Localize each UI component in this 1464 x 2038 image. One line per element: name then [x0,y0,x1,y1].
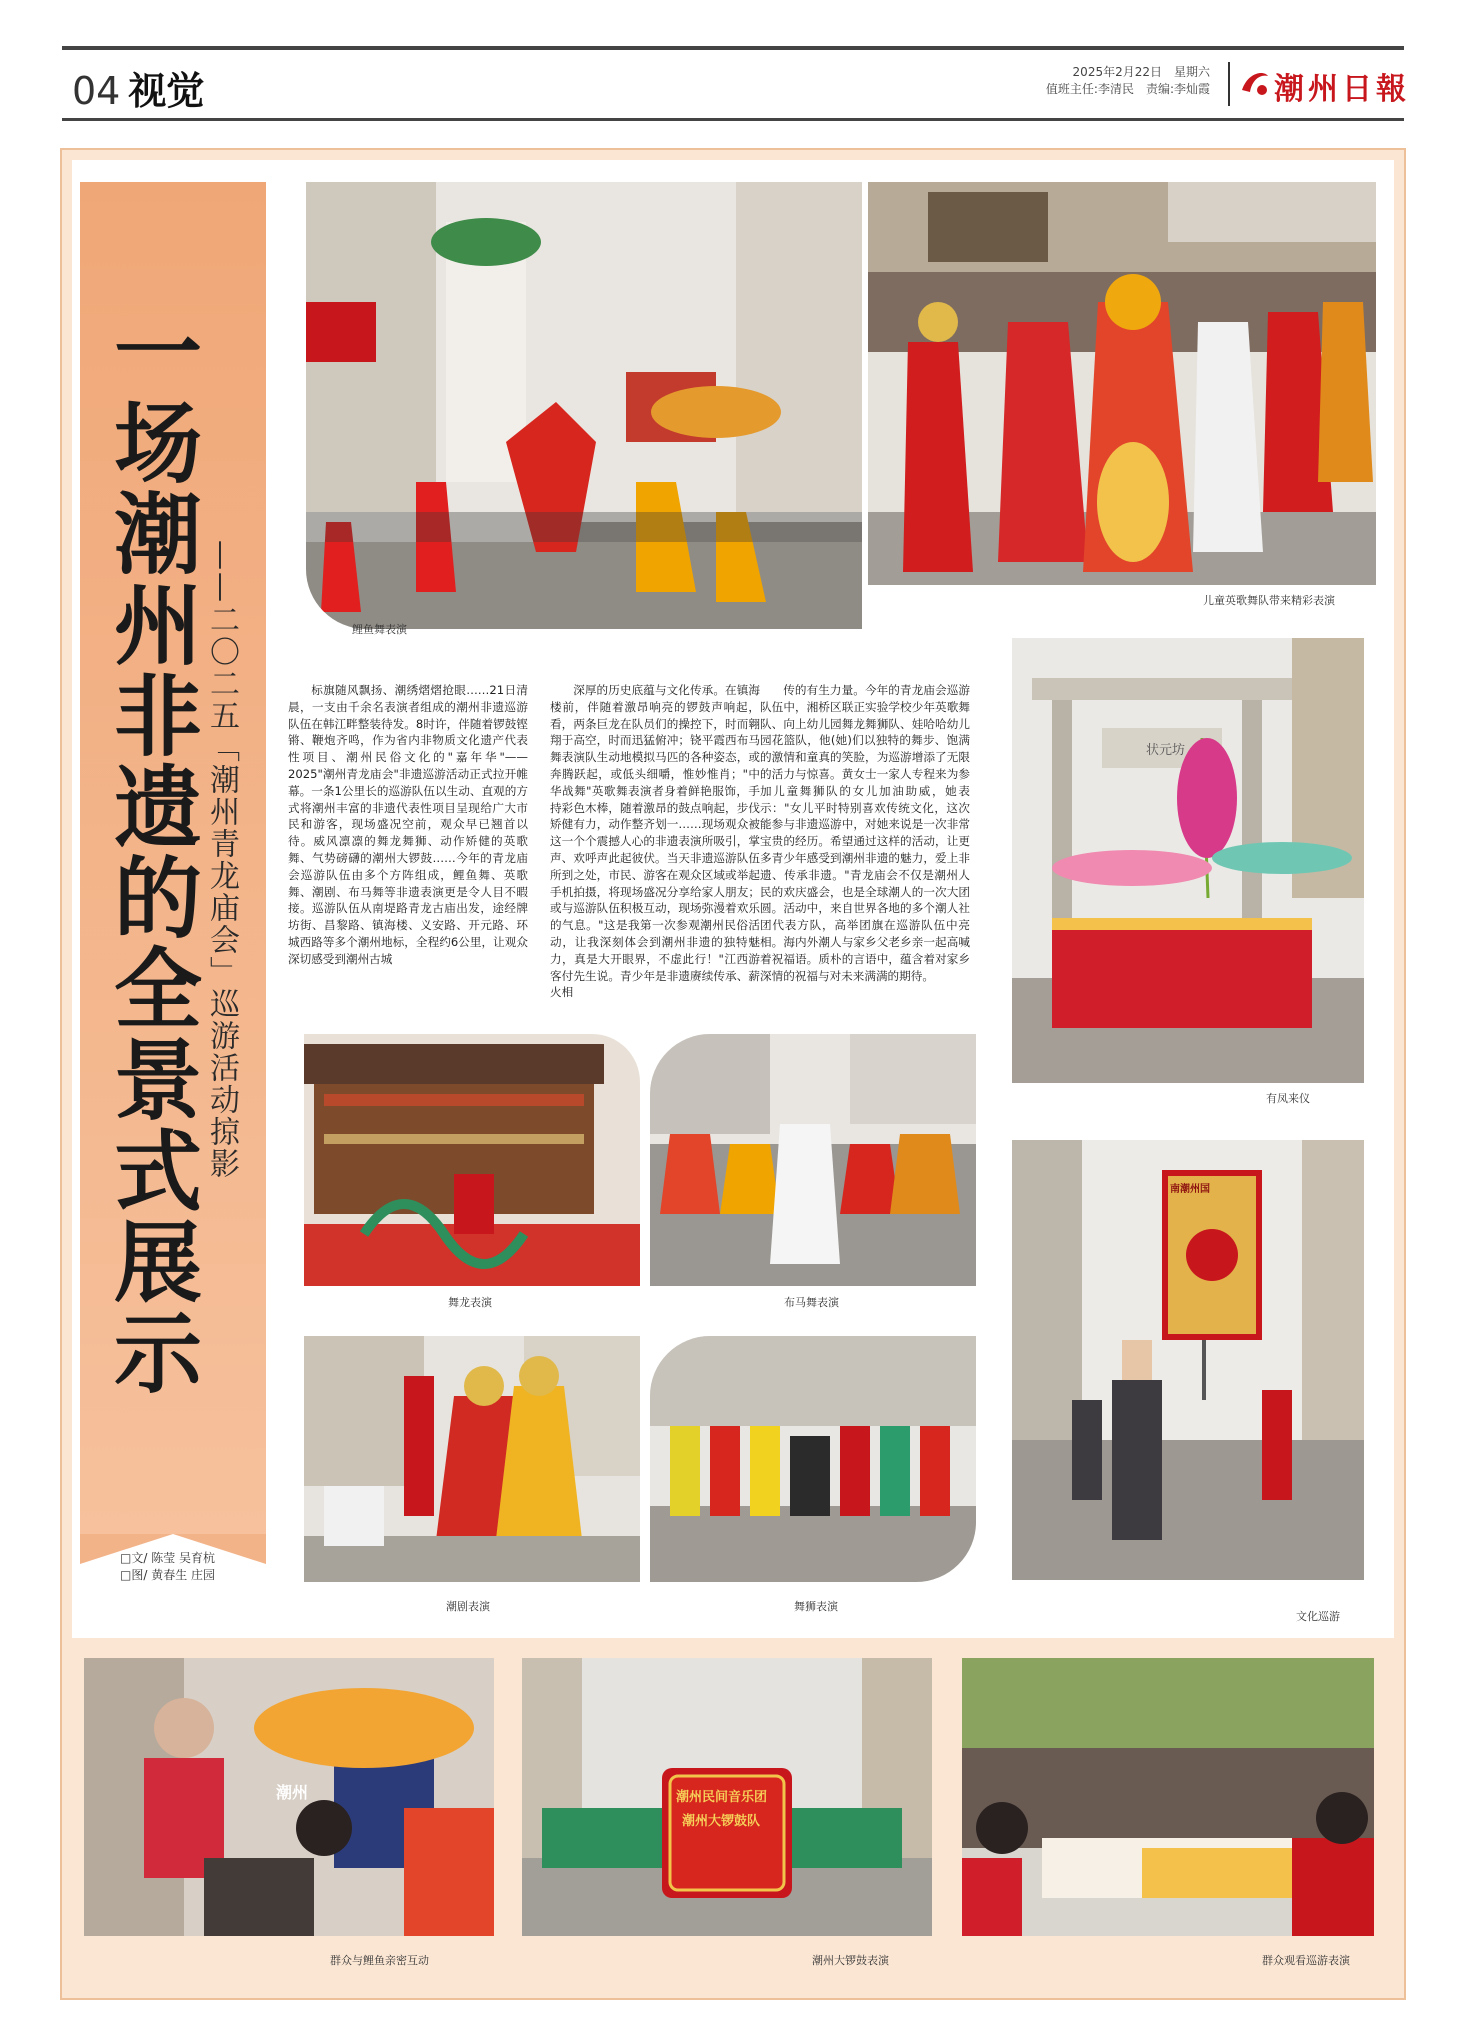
article-column-1 [288,682,528,968]
header-bottom-rule [62,118,1404,121]
page-heading [72,60,204,115]
photo-cultural-parade [1012,1140,1364,1580]
article-column-2-text: 深厚的历史底蕴与文化传承。在镇海楼前，伴随着激昂响亮的锣鼓声响起，看，两条巨龙在队员们的操控下，时而翱翔于高空，时而迅猛俯冲；铙平霞西布马舞表演队生动地模拟马匹的各种姿态，或奔腾跃起，或低头细嚼，惟妙惟肖；"中华战舞"英歌舞表演者身着鲜艳服饰，手持彩色木棒，随着激昂的鼓点响起，步伐矫健有力，动作整齐划一……现场观众被这一个个震撼人心的非遗表演所吸引，掌声、欢呼声此起彼伏。当天非遗巡游队伍所到之处，市民、游客在观众区域或举起手机拍摄，将现场盛况分享给家人朋友；或与巡游队伍积极互动，现场弥漫着欢乐的气息。"这是我第一次参观潮州民俗活动，让我深刻体会到潮州非遗的独特魅力，真是大开眼界，不虚此行！"江西游客付先生说。青少年是非遗赓续传承、薪火相 [550,683,760,1000]
scene-drum-line-2: 潮州大锣鼓队 [682,1814,761,1829]
caption-teochew-opera: 潮剧表演 [446,1600,490,1613]
scene-archway-sign: 状元坊 [1146,743,1186,758]
caption-cultural-parade: 文化巡游 [1296,1610,1340,1623]
caption-phoenix: 有凤来仪 [1266,1092,1310,1105]
caption-carp-dance: 鲤鱼舞表演 [352,623,407,636]
article-column-3 [760,682,970,984]
caption-lion-dance: 舞狮表演 [794,1600,838,1613]
scene-drum-line-1: 潮州民间音乐团 [676,1790,768,1805]
article-column-3-text: 传的有生力量。今年的青龙庙会巡游队伍中，湘桥区联正实验学校少年英歌舞队、向上幼儿园舞龙舞狮队、娃哈哈幼儿园花篮队，他(她)们以独特的舞步、饱满的激情和童真的笑脸，为巡游增添了无限的活力与惊喜。黄女士一家人专程来为参加儿童舞狮队的女儿加油助威，她表示："女儿平时特别喜欢传统文化，这次能参与非遗巡游中，对她来说是一次非常宝贵的经历。希望通过这样的活动，让更多青少年感受到潮州非遗的魅力，爱上非遗、传承非遗。"青龙庙会不仅是潮州人民的欢庆盛会，也是全球潮人的一次大团圆。活动中，来自世界各地的多个潮人社团代表方队，高举团旗在巡游队伍中亮相。海内外潮人与家乡父老乡亲一起高喊着祝福语。质朴的言语中，蕴含着对家乡深情的祝福与对未来满满的期待。 [760,683,970,983]
header-meta [1000,64,1210,98]
header-divider [1228,62,1230,106]
article-subtitle: ——二〇二五「潮州青龙庙会」巡游活动掠影 [204,540,239,1180]
credit-photo: □图/ 黄春生 庄园 [120,1568,216,1582]
photo-crowd-watching [962,1658,1374,1936]
photo-hobby-horse-dance [650,1034,976,1286]
photo-children-yingge [868,182,1376,585]
page-number: 04 [72,69,121,113]
credit-text: □文/ 陈莹 吴育杭 [120,1551,216,1565]
caption-big-gong-drum: 潮州大锣鼓表演 [812,1954,889,1967]
article-title: 一场潮州非遗的全景式展示 [100,306,204,1398]
photo-lion-dance [650,1336,976,1582]
article-credits [120,1550,215,1584]
photo-carp-dance [306,182,862,629]
caption-children-yingge: 儿童英歌舞队带来精彩表演 [1203,594,1335,607]
photo-dragon-dance [304,1034,640,1286]
photo-phoenix [1012,638,1364,1083]
article-column-2 [550,682,760,1001]
editor-line: 值班主任:李清民 责编:李灿霞 [1045,82,1210,96]
masthead-logo: 潮州日報 [1274,72,1410,107]
article-column-1-text: 标旗随风飘扬、潮绣熠熠抢眼……21日清晨，一支由千余名表演者组成的潮州非遗巡游队伍在韩江畔整装待发。8时许，伴随着锣鼓铿锵、鞭炮齐鸣，作为省内非物质文化遗产代表性项目、潮州民俗文化的"嘉年华"——2025"潮州青龙庙会"非遗巡游活动正式拉开帷幕。一条1公里长的巡游队伍以生动、直观的方式将潮州丰富的非遗代表性项目呈现给广大市民和游客，现场盛况空前，观众早已翘首以待。威风凛凛的舞龙舞狮、动作矫健的英歌舞、气势磅礴的潮州大锣鼓……今年的青龙庙会巡游队伍由多个方阵组成，鲤鱼舞、英歌舞、潮剧、布马舞等非遗表演更是令人目不暇接。巡游队伍从南堤路青龙古庙出发，途经牌坊街、昌黎路、镇海楼、义安路、开元路、环城西路等多个潮州地标，全程约6公里，让观众深切感受到潮州古城 [288,683,528,966]
scene-banner-top-text: 南潮州国 [1170,1184,1210,1195]
caption-hobby-horse-dance: 布马舞表演 [784,1296,839,1309]
header-top-rule [62,46,1404,50]
caption-crowd-watching: 群众观看巡游表演 [1262,1954,1350,1967]
caption-crowd-with-carp: 群众与鲤鱼亲密互动 [330,1954,429,1967]
section-name: 视觉 [128,69,205,113]
caption-dragon-dance: 舞龙表演 [448,1296,492,1309]
scene-shop-sign: 潮州 [276,1783,309,1802]
masthead-emblem-icon [1238,66,1272,100]
photo-teochew-opera [304,1336,640,1582]
issue-date: 2025年2月22日 星期六 [1072,65,1210,79]
